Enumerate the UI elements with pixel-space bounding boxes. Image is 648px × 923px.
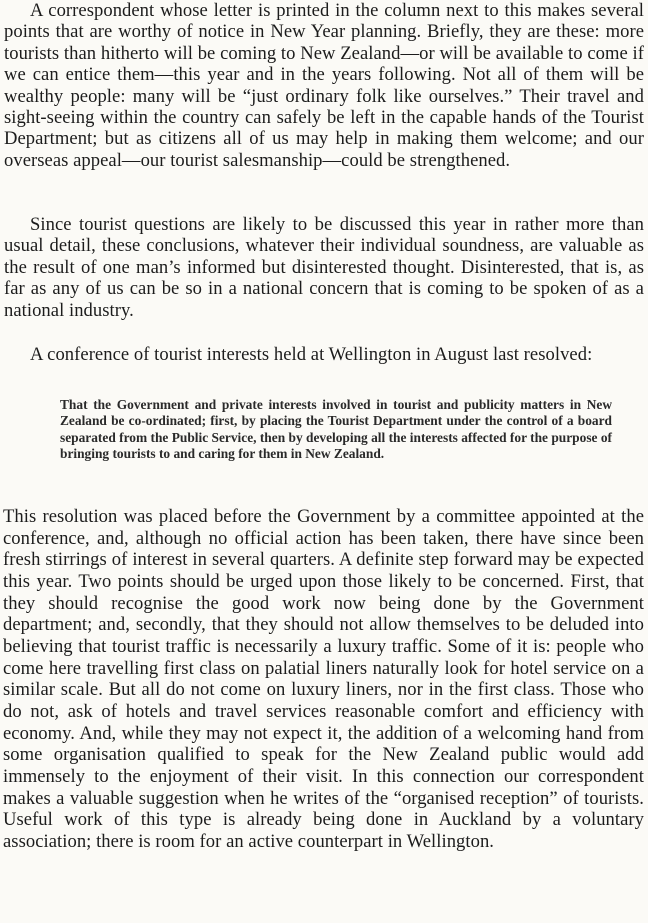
paragraph-3 <box>4 344 644 365</box>
paragraph-2-text: Since tourist questions are likely to be discussed this year in rather more than usual detail, these conclusions, whatever their individual soundness, are valuable as the result of one man’s informed but disinterested thought. Disinterested, that is, as far as any of us can be so in a national concern that is coming to be spoken of as a national industry. <box>4 214 644 321</box>
paragraph-2 <box>4 214 644 321</box>
paragraph-1 <box>4 0 644 171</box>
paragraph-4 <box>3 506 644 853</box>
paragraph-1-text: A correspondent whose letter is printed in the column next to this makes several points that are worthy of notice in New Year planning. Briefly, they are these: more tourists than hitherto will be coming to New Zealand—or will be available to come if we can entice them—this year and in the years following. Not all of them will be wealthy people: many will be “just ordinary folk like ourselves.” Their travel and sight-seeing within the country can safely be left in the capable hands of the Tourist Department; but as citizens all of us may help in making them welcome; and our overseas appeal—our tourist salesmanship—could be strengthened. <box>4 0 644 171</box>
paragraph-3-text: A conference of tourist interests held at Wellington in August last resolved: <box>30 344 593 365</box>
quoted-resolution: That the Government and private interests involved in tourist and publicity matters in New Zealand be co-ordinated; first, by placing the Tourist Department under the control of a board separated from the Public Service, then by developing all the interests affected for the purpose of bringing tourists to and caring for them in New Zealand. <box>60 397 612 462</box>
paragraph-4-text: This resolution was placed before the Government by a committee appointed at the conference, and, although no official action has been taken, there have since been fresh stirrings of interest in several quarters. A definite step forward may be expected this year. Two points should be urged upon those likely to be concerned. First, that they should recognise the good work now being done by the Government department; and, secondly, that they should not allow themselves to be deluded into believing that tourist traffic is necessarily a luxury traffic. Some of it is: people who come here travelling first class on palatial liners naturally look for hotel service on a similar scale. But all do not come on luxury liners, nor in the first class. Those who do not, ask of hotels and travel services reasonable comfort and efficiency with economy. And, while they may not expect it, the addition of a welcoming hand from some organisation qualified to speak for the New Zealand public would add immensely to the enjoyment of their visit. In this connection our correspondent makes a valuable suggestion when he writes of the “organised reception” of tourists. Useful work of this type is already being done in Auckland by a voluntary association; there is room for an active counterpart in Wellington. <box>3 506 644 852</box>
